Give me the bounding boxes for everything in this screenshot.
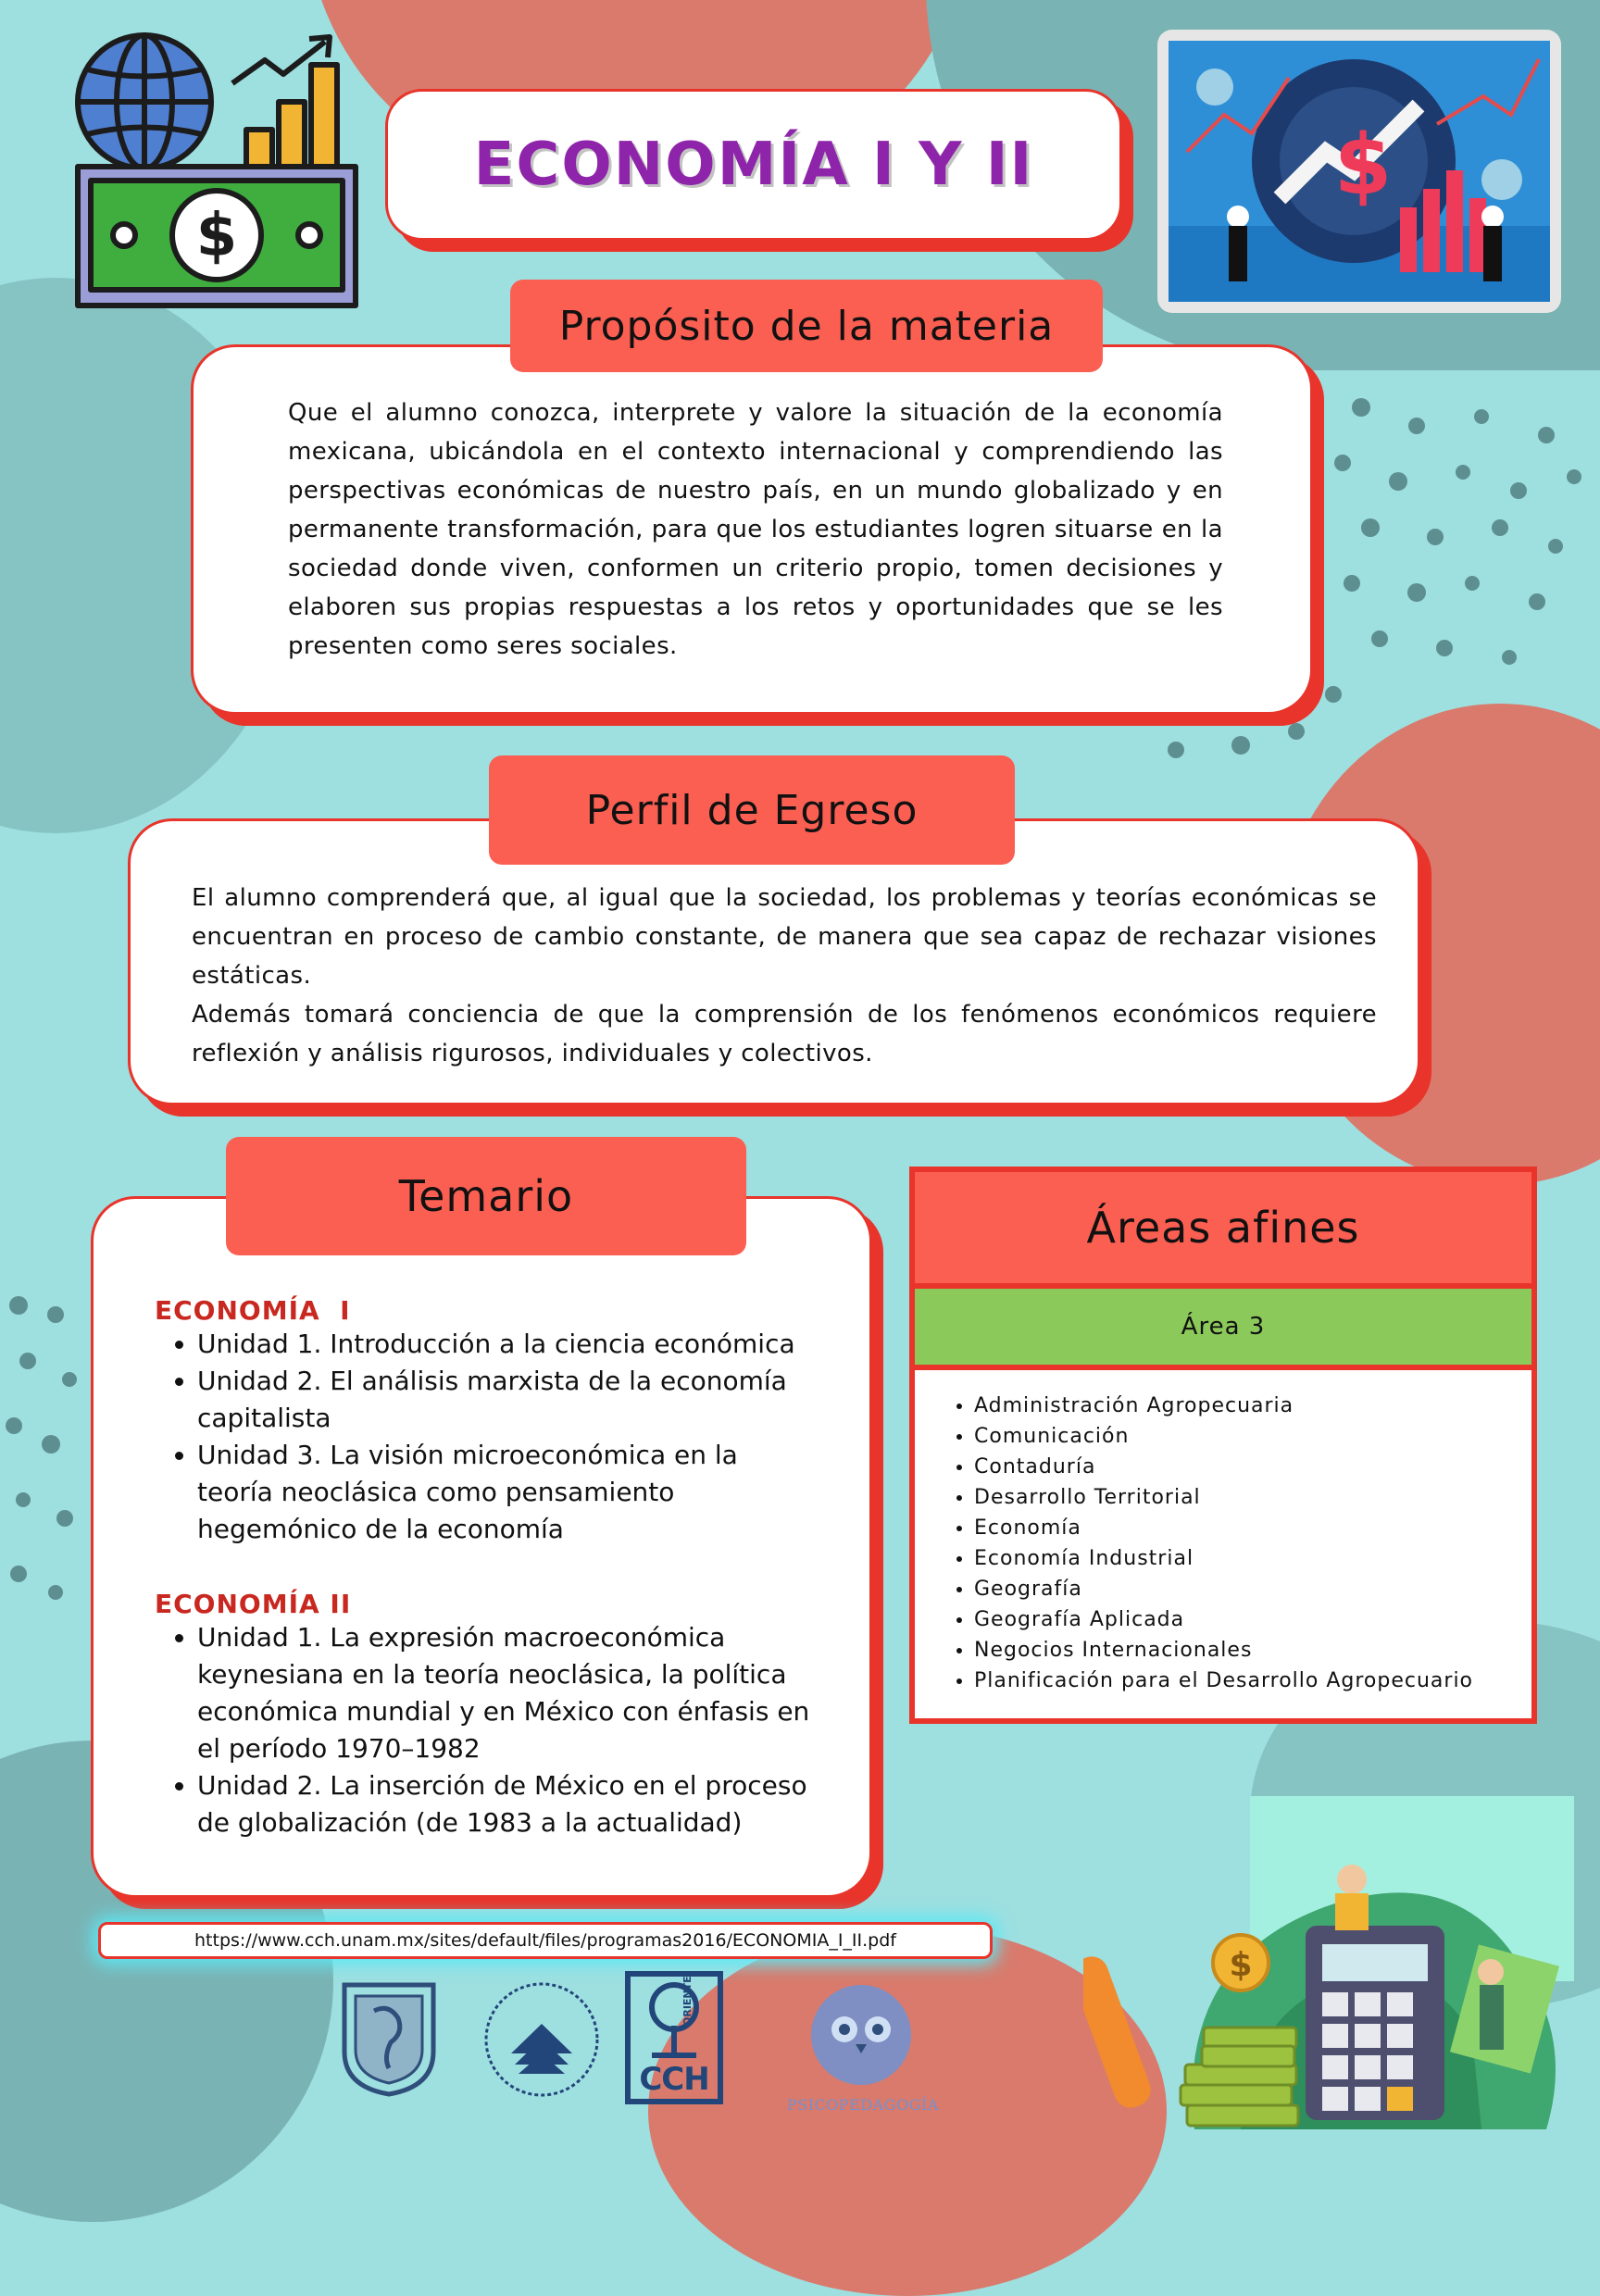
psicopedagogia-logo	[787, 1981, 939, 2120]
list-item: • Desarrollo Territorial	[974, 1482, 1531, 1513]
temario-heading: Temario	[398, 1171, 574, 1221]
economia-2-title: ECONOMÍA II	[155, 1589, 352, 1619]
areas-heading-bar	[915, 1172, 1531, 1283]
cch-logo-text: CCH	[639, 2061, 709, 2098]
list-item: • Unidad 3. La visión microeconómica en la teoría neoclásica como pensamiento hegemónico de la economía	[197, 1437, 821, 1548]
economia-1-title: ECONOMÍA I	[155, 1295, 351, 1326]
area-bar	[915, 1283, 1531, 1370]
perfil-heading-tab	[489, 755, 1015, 865]
list-item: • Planificación para el Desarrollo Agropecuario	[974, 1666, 1531, 1696]
areas-list	[915, 1391, 1531, 1696]
proposito-card	[191, 344, 1313, 715]
temario-content	[155, 1295, 821, 1841]
list-item: • Unidad 1. Introducción a la ciencia económica	[197, 1326, 821, 1363]
economy-illustration-frame	[1157, 30, 1561, 313]
proposito-heading: Propósito de la materia	[558, 302, 1055, 350]
areas-heading: Áreas afines	[1086, 1203, 1360, 1253]
list-item: • Unidad 2. El análisis marxista de la economía capitalista	[197, 1363, 821, 1437]
economy-icon	[70, 28, 367, 315]
economia-2-list	[155, 1619, 821, 1841]
cch-oriente-logo	[624, 1970, 739, 2107]
perfil-heading: Perfil de Egreso	[585, 786, 919, 834]
areas-card	[909, 1167, 1537, 1724]
list-item: • Administración Agropecuaria	[974, 1391, 1531, 1421]
list-item: • Economía	[974, 1513, 1531, 1543]
unam-logo-icon	[337, 1978, 441, 2098]
finance-illustration	[1083, 1796, 1574, 2129]
list-item: • Geografía Aplicada	[974, 1604, 1531, 1635]
svg-text:$: $	[1333, 117, 1393, 214]
list-item: • Negocios Internacionales	[974, 1635, 1531, 1666]
psicopedagogia-logo-text: PSICOPEDAGOGÍA	[787, 2096, 939, 2114]
perfil-text	[192, 879, 1377, 1073]
page-title: ECONOMÍA I Y II	[473, 131, 1034, 199]
proposito-text: Que el alumno conozca, interprete y valore la situación de la economía mexicana, ubicándola en el contexto internacional y comprendiendo las perspectivas económicas de nuestro país, en un mundo globalizado y en permanente transformación, para que los estudiantes logren situarse en la sociedad donde viven, conformen un criterio propio, tomen decisiones y elaboren sus propias respuestas a los retos y oportunidades que se les presenten como seres sociales.	[288, 399, 1223, 660]
temario-card	[91, 1196, 872, 1898]
temario-heading-tab	[226, 1137, 746, 1255]
perfil-paragraph-1: El alumno comprenderá que, al igual que la sociedad, los problemas y teorías económicas se encuentran en proceso de cambio constante, de manera que sea capaz de rechazar visiones estáticas.	[192, 884, 1377, 990]
svg-text:$: $	[195, 202, 238, 270]
list-item: • Unidad 1. La expresión macroeconómica keynesiana en la teoría neoclásica, la política económica mundial y en México con énfasis en el período 1970–1982	[197, 1619, 821, 1767]
title-card	[385, 89, 1122, 241]
list-item: • Geografía	[974, 1574, 1531, 1604]
source-url-bar	[98, 1922, 993, 1959]
economia-1-list	[155, 1326, 821, 1548]
list-item: • Comunicación	[974, 1421, 1531, 1452]
list-item: • Economía Industrial	[974, 1543, 1531, 1574]
oriente-logo-text: ORIENTE	[681, 1976, 694, 2026]
proposito-heading-tab	[510, 280, 1103, 372]
list-item: • Unidad 2. La inserción de México en el proceso de globalización (de 1983 a la actualidad)	[197, 1767, 821, 1841]
source-url: https://www.cch.unam.mx/sites/default/files/programas2016/ECONOMIA_I_II.pdf	[194, 1930, 896, 1951]
ccyh-logo-icon	[480, 1978, 604, 2102]
list-item: • Contaduría	[974, 1452, 1531, 1482]
world-economy-illustration	[1169, 41, 1550, 302]
area-label: Área 3	[1181, 1313, 1266, 1341]
svg-text:$: $	[1229, 1946, 1253, 1984]
owl-icon	[787, 1981, 935, 2089]
perfil-paragraph-2: Además tomará conciencia de que la comprensión de los fenómenos económicos requiere reflexión y análisis rigurosos, individuales y colectivos.	[192, 1001, 1377, 1067]
